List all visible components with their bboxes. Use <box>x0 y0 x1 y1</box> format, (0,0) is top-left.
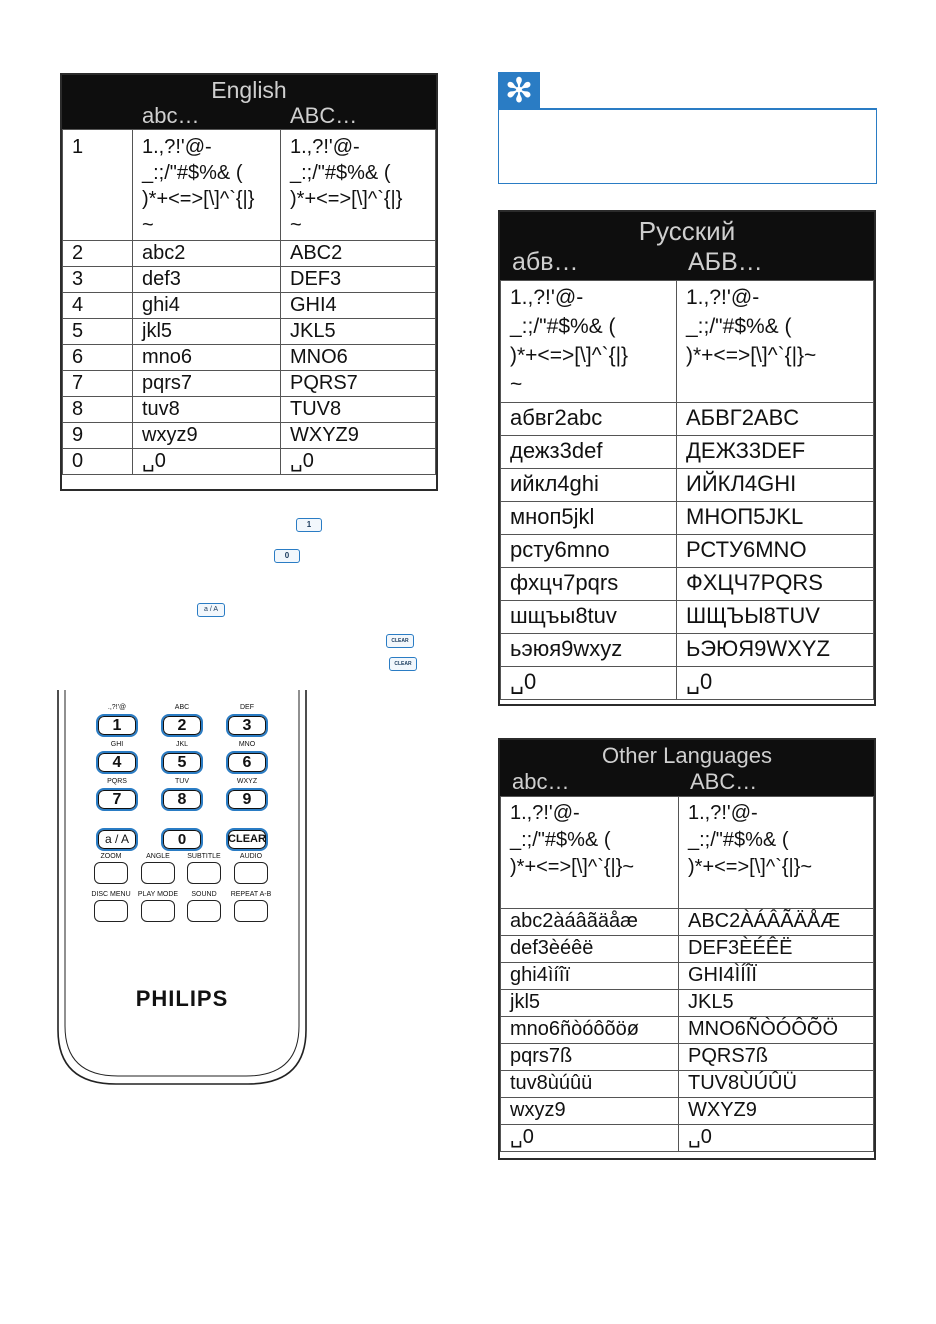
uppercase-cell: ␣0 <box>679 1125 874 1152</box>
uppercase-cell: ДЕЖЗ3DEF <box>677 436 874 469</box>
table-row <box>501 1017 874 1044</box>
table-row <box>501 568 874 601</box>
uppercase-cell <box>679 797 874 909</box>
table-title: English <box>211 77 287 103</box>
symbol-line: _:;/"#$%& ( <box>142 162 243 184</box>
lowercase-cell: ␣0 <box>501 1125 679 1152</box>
table-row <box>501 1044 874 1071</box>
table-row <box>63 319 436 345</box>
function-key-label: AUDIO <box>239 853 263 860</box>
sound-button[interactable] <box>187 900 221 922</box>
function-key-label: REPEAT A-B <box>230 891 272 898</box>
lowercase-cell: ␣0 <box>133 449 281 475</box>
key-cell: 9 <box>63 423 133 449</box>
table-row <box>63 267 436 293</box>
remote-outline <box>56 690 308 1086</box>
symbol-line: _:;/"#$%& ( <box>510 315 616 338</box>
uppercase-cell: TUV8 <box>281 397 436 423</box>
symbol-line: )*+<=>[\]^`{|} <box>142 188 255 210</box>
table-row <box>63 449 436 475</box>
symbol-line: ~ <box>142 214 154 236</box>
column-lower-header: abc… <box>512 769 570 794</box>
key-letters-label: PQRS <box>107 778 127 785</box>
english-character-table <box>60 73 438 491</box>
key-cell: 7 <box>63 371 133 397</box>
lowercase-cell: pqrs7 <box>133 371 281 397</box>
function-key-label: PLAY MODE <box>137 891 179 898</box>
key-cell: 0 <box>63 449 133 475</box>
uppercase-cell: МНОП5JKL <box>677 502 874 535</box>
clear-button[interactable]: CLEAR <box>226 828 268 851</box>
table-title: Other Languages <box>601 743 773 768</box>
zoom-button[interactable] <box>94 862 128 884</box>
number-key-6-button[interactable]: 6 <box>226 751 268 774</box>
lowercase-cell: абвг2abc <box>501 403 677 436</box>
number-key-2-button[interactable]: 2 <box>161 714 203 737</box>
table-row <box>501 797 874 909</box>
lowercase-cell: abc2àáâãäåæ <box>501 909 679 936</box>
symbol-line: _:;/"#$%& ( <box>510 829 611 851</box>
uppercase-cell: DEF3ÈÉÊË <box>679 936 874 963</box>
table-row <box>63 293 436 319</box>
uppercase-cell: MNO6 <box>281 345 436 371</box>
uppercase-cell: ФХЦЧ7PQRS <box>677 568 874 601</box>
lowercase-cell: pqrs7ß <box>501 1044 679 1071</box>
uppercase-cell: ␣0 <box>677 667 874 700</box>
table-row <box>501 469 874 502</box>
table-row <box>501 963 874 990</box>
key-letters-label: ABC <box>174 704 190 711</box>
lowercase-cell: мноп5jkl <box>501 502 677 535</box>
table-row <box>501 990 874 1017</box>
repeat-a-b-button[interactable] <box>234 900 268 922</box>
number-key-1-button[interactable]: 1 <box>96 714 138 737</box>
symbol-line: ~ <box>510 373 523 396</box>
table-row <box>63 345 436 371</box>
uppercase-cell: GHI4 <box>281 293 436 319</box>
table-row <box>63 423 436 449</box>
table-row <box>501 667 874 700</box>
symbol-line: 1.,?!'@- <box>688 802 758 824</box>
symbol-line: )*+<=>[\]^`{|}~ <box>688 856 813 878</box>
symbol-line: 1.,?!'@- <box>290 136 360 158</box>
number-key-0-button[interactable]: 0 <box>161 828 203 851</box>
symbol-line: 1.,?!'@- <box>510 286 584 309</box>
key-0-icon: 0 <box>274 549 300 563</box>
lowercase-cell: jkl5 <box>133 319 281 345</box>
tip-icon: ✻ <box>498 72 540 110</box>
key-clear-icon: CLEAR <box>386 634 414 648</box>
function-key-label: ANGLE <box>146 853 170 860</box>
uppercase-cell: PQRS7 <box>281 371 436 397</box>
character-table-body <box>62 129 436 475</box>
column-lower-header: abc… <box>142 103 200 128</box>
uppercase-cell: MNO6ÑÒÓÔÕÖ <box>679 1017 874 1044</box>
number-key-8-button[interactable]: 8 <box>161 788 203 811</box>
symbol-line: _:;/"#$%& ( <box>290 162 391 184</box>
number-key-4-button[interactable]: 4 <box>96 751 138 774</box>
table-row <box>63 241 436 267</box>
lowercase-cell: wxyz9 <box>501 1098 679 1125</box>
philips-logo: PHILIPS <box>135 986 229 1011</box>
lowercase-cell: ␣0 <box>501 667 677 700</box>
lowercase-cell: фхцч7pqrs <box>501 568 677 601</box>
symbol-line: _:;/"#$%& ( <box>686 315 792 338</box>
uppercase-cell: ABC2 <box>281 241 436 267</box>
symbol-line: 1.,?!'@- <box>142 136 212 158</box>
uppercase-cell <box>677 281 874 403</box>
lowercase-cell: tuv8 <box>133 397 281 423</box>
lowercase-cell <box>501 281 677 403</box>
uppercase-cell <box>281 130 436 241</box>
symbol-line: 1.,?!'@- <box>510 802 580 824</box>
table-row <box>63 371 436 397</box>
uppercase-cell: TUV8ÙÚÛÜ <box>679 1071 874 1098</box>
uppercase-cell: JKL5 <box>281 319 436 345</box>
russian-character-table <box>498 210 876 706</box>
uppercase-cell: ЬЭЮЯ9WXYZ <box>677 634 874 667</box>
key-letters-label: JKL <box>175 741 189 748</box>
audio-button[interactable] <box>234 862 268 884</box>
play-mode-button[interactable] <box>141 900 175 922</box>
lowercase-cell: дежз3def <box>501 436 677 469</box>
character-table-body <box>500 280 874 700</box>
uppercase-cell: ИЙКЛ4GHI <box>677 469 874 502</box>
uppercase-cell: DEF3 <box>281 267 436 293</box>
lowercase-cell: ghi4 <box>133 293 281 319</box>
lowercase-cell: рсту6mno <box>501 535 677 568</box>
column-upper-header: АБВ… <box>688 248 763 276</box>
angle-button[interactable] <box>141 862 175 884</box>
key-1-icon: 1 <box>296 518 322 532</box>
key-letters-label: .,?!'@ <box>107 704 127 711</box>
case-toggle-button[interactable]: a / A <box>96 828 138 851</box>
table-title: Русский <box>638 216 736 246</box>
lowercase-cell <box>501 797 679 909</box>
uppercase-cell: ␣0 <box>281 449 436 475</box>
table-row <box>501 502 874 535</box>
function-key-label: SOUND <box>191 891 217 898</box>
symbol-line: )*+<=>[\]^`{|} <box>510 344 629 367</box>
table-row <box>501 535 874 568</box>
number-key-3-button[interactable]: 3 <box>226 714 268 737</box>
symbol-line: ~ <box>290 214 302 236</box>
key-case-toggle-icon: a / A <box>197 603 225 617</box>
table-row <box>501 1098 874 1125</box>
symbol-line: )*+<=>[\]^`{|}~ <box>686 344 817 367</box>
table-header <box>500 212 874 280</box>
symbol-line: 1.,?!'@- <box>686 286 760 309</box>
table-row <box>63 397 436 423</box>
disc-menu-button[interactable] <box>94 900 128 922</box>
table-row <box>501 1071 874 1098</box>
table-row <box>501 436 874 469</box>
symbol-line: _:;/"#$%& ( <box>688 829 789 851</box>
lowercase-cell: mno6 <box>133 345 281 371</box>
table-header <box>500 740 874 796</box>
table-row <box>501 634 874 667</box>
key-cell: 5 <box>63 319 133 345</box>
table-row <box>501 281 874 403</box>
uppercase-cell: JKL5 <box>679 990 874 1017</box>
uppercase-cell: WXYZ9 <box>679 1098 874 1125</box>
lowercase-cell: ийкл4ghi <box>501 469 677 502</box>
key-letters-label: GHI <box>110 741 124 748</box>
uppercase-cell: АБВГ2ABC <box>677 403 874 436</box>
function-key-label: SUBTITLE <box>187 853 221 860</box>
lowercase-cell: wxyz9 <box>133 423 281 449</box>
lowercase-cell: шщъы8tuv <box>501 601 677 634</box>
remote-control <box>56 690 308 1086</box>
key-clear-icon: CLEAR <box>389 657 417 671</box>
uppercase-cell: ШЩЪЫ8TUV <box>677 601 874 634</box>
function-key-label: ZOOM <box>100 853 122 860</box>
lowercase-cell: tuv8ùúûü <box>501 1071 679 1098</box>
function-key-label: DISC MENU <box>91 891 131 898</box>
lowercase-cell: def3 <box>133 267 281 293</box>
lowercase-cell: def3èéêë <box>501 936 679 963</box>
uppercase-cell: РСТУ6MNO <box>677 535 874 568</box>
lowercase-cell: mno6ñòóôõöø <box>501 1017 679 1044</box>
key-cell: 6 <box>63 345 133 371</box>
table-row <box>501 601 874 634</box>
lowercase-cell: jkl5 <box>501 990 679 1017</box>
key-letters-label: MNO <box>238 741 256 748</box>
symbol-line: )*+<=>[\]^`{|}~ <box>510 856 635 878</box>
column-lower-header: абв… <box>512 248 579 276</box>
other-languages-character-table <box>498 738 876 1160</box>
key-letters-label: WXYZ <box>236 778 258 785</box>
table-row <box>501 909 874 936</box>
key-cell: 8 <box>63 397 133 423</box>
table-row <box>501 403 874 436</box>
column-upper-header: ABC… <box>290 103 358 128</box>
key-letters-label: TUV <box>175 778 189 785</box>
table-header <box>62 75 436 129</box>
symbol-line: )*+<=>[\]^`{|} <box>290 188 403 210</box>
lowercase-cell: ghi4ìíîï <box>501 963 679 990</box>
uppercase-cell: PQRS7ß <box>679 1044 874 1071</box>
key-cell: 2 <box>63 241 133 267</box>
column-upper-header: ABC… <box>690 769 758 794</box>
uppercase-cell: WXYZ9 <box>281 423 436 449</box>
key-cell: 1 <box>63 130 133 241</box>
key-cell: 3 <box>63 267 133 293</box>
key-cell: 4 <box>63 293 133 319</box>
uppercase-cell: ABC2ÀÁÂÃÄÅÆ <box>679 909 874 936</box>
uppercase-cell: GHI4ÌÍÎÏ <box>679 963 874 990</box>
number-key-7-button[interactable]: 7 <box>96 788 138 811</box>
subtitle-button[interactable] <box>187 862 221 884</box>
table-row <box>501 1125 874 1152</box>
lowercase-cell <box>133 130 281 241</box>
character-table-body <box>500 796 874 1152</box>
lowercase-cell: abc2 <box>133 241 281 267</box>
table-row <box>501 936 874 963</box>
table-row <box>63 130 436 241</box>
number-key-9-button[interactable]: 9 <box>226 788 268 811</box>
lowercase-cell: ьэюя9wxyz <box>501 634 677 667</box>
key-letters-label: DEF <box>240 704 254 711</box>
tip-box <box>498 109 877 184</box>
number-key-5-button[interactable]: 5 <box>161 751 203 774</box>
